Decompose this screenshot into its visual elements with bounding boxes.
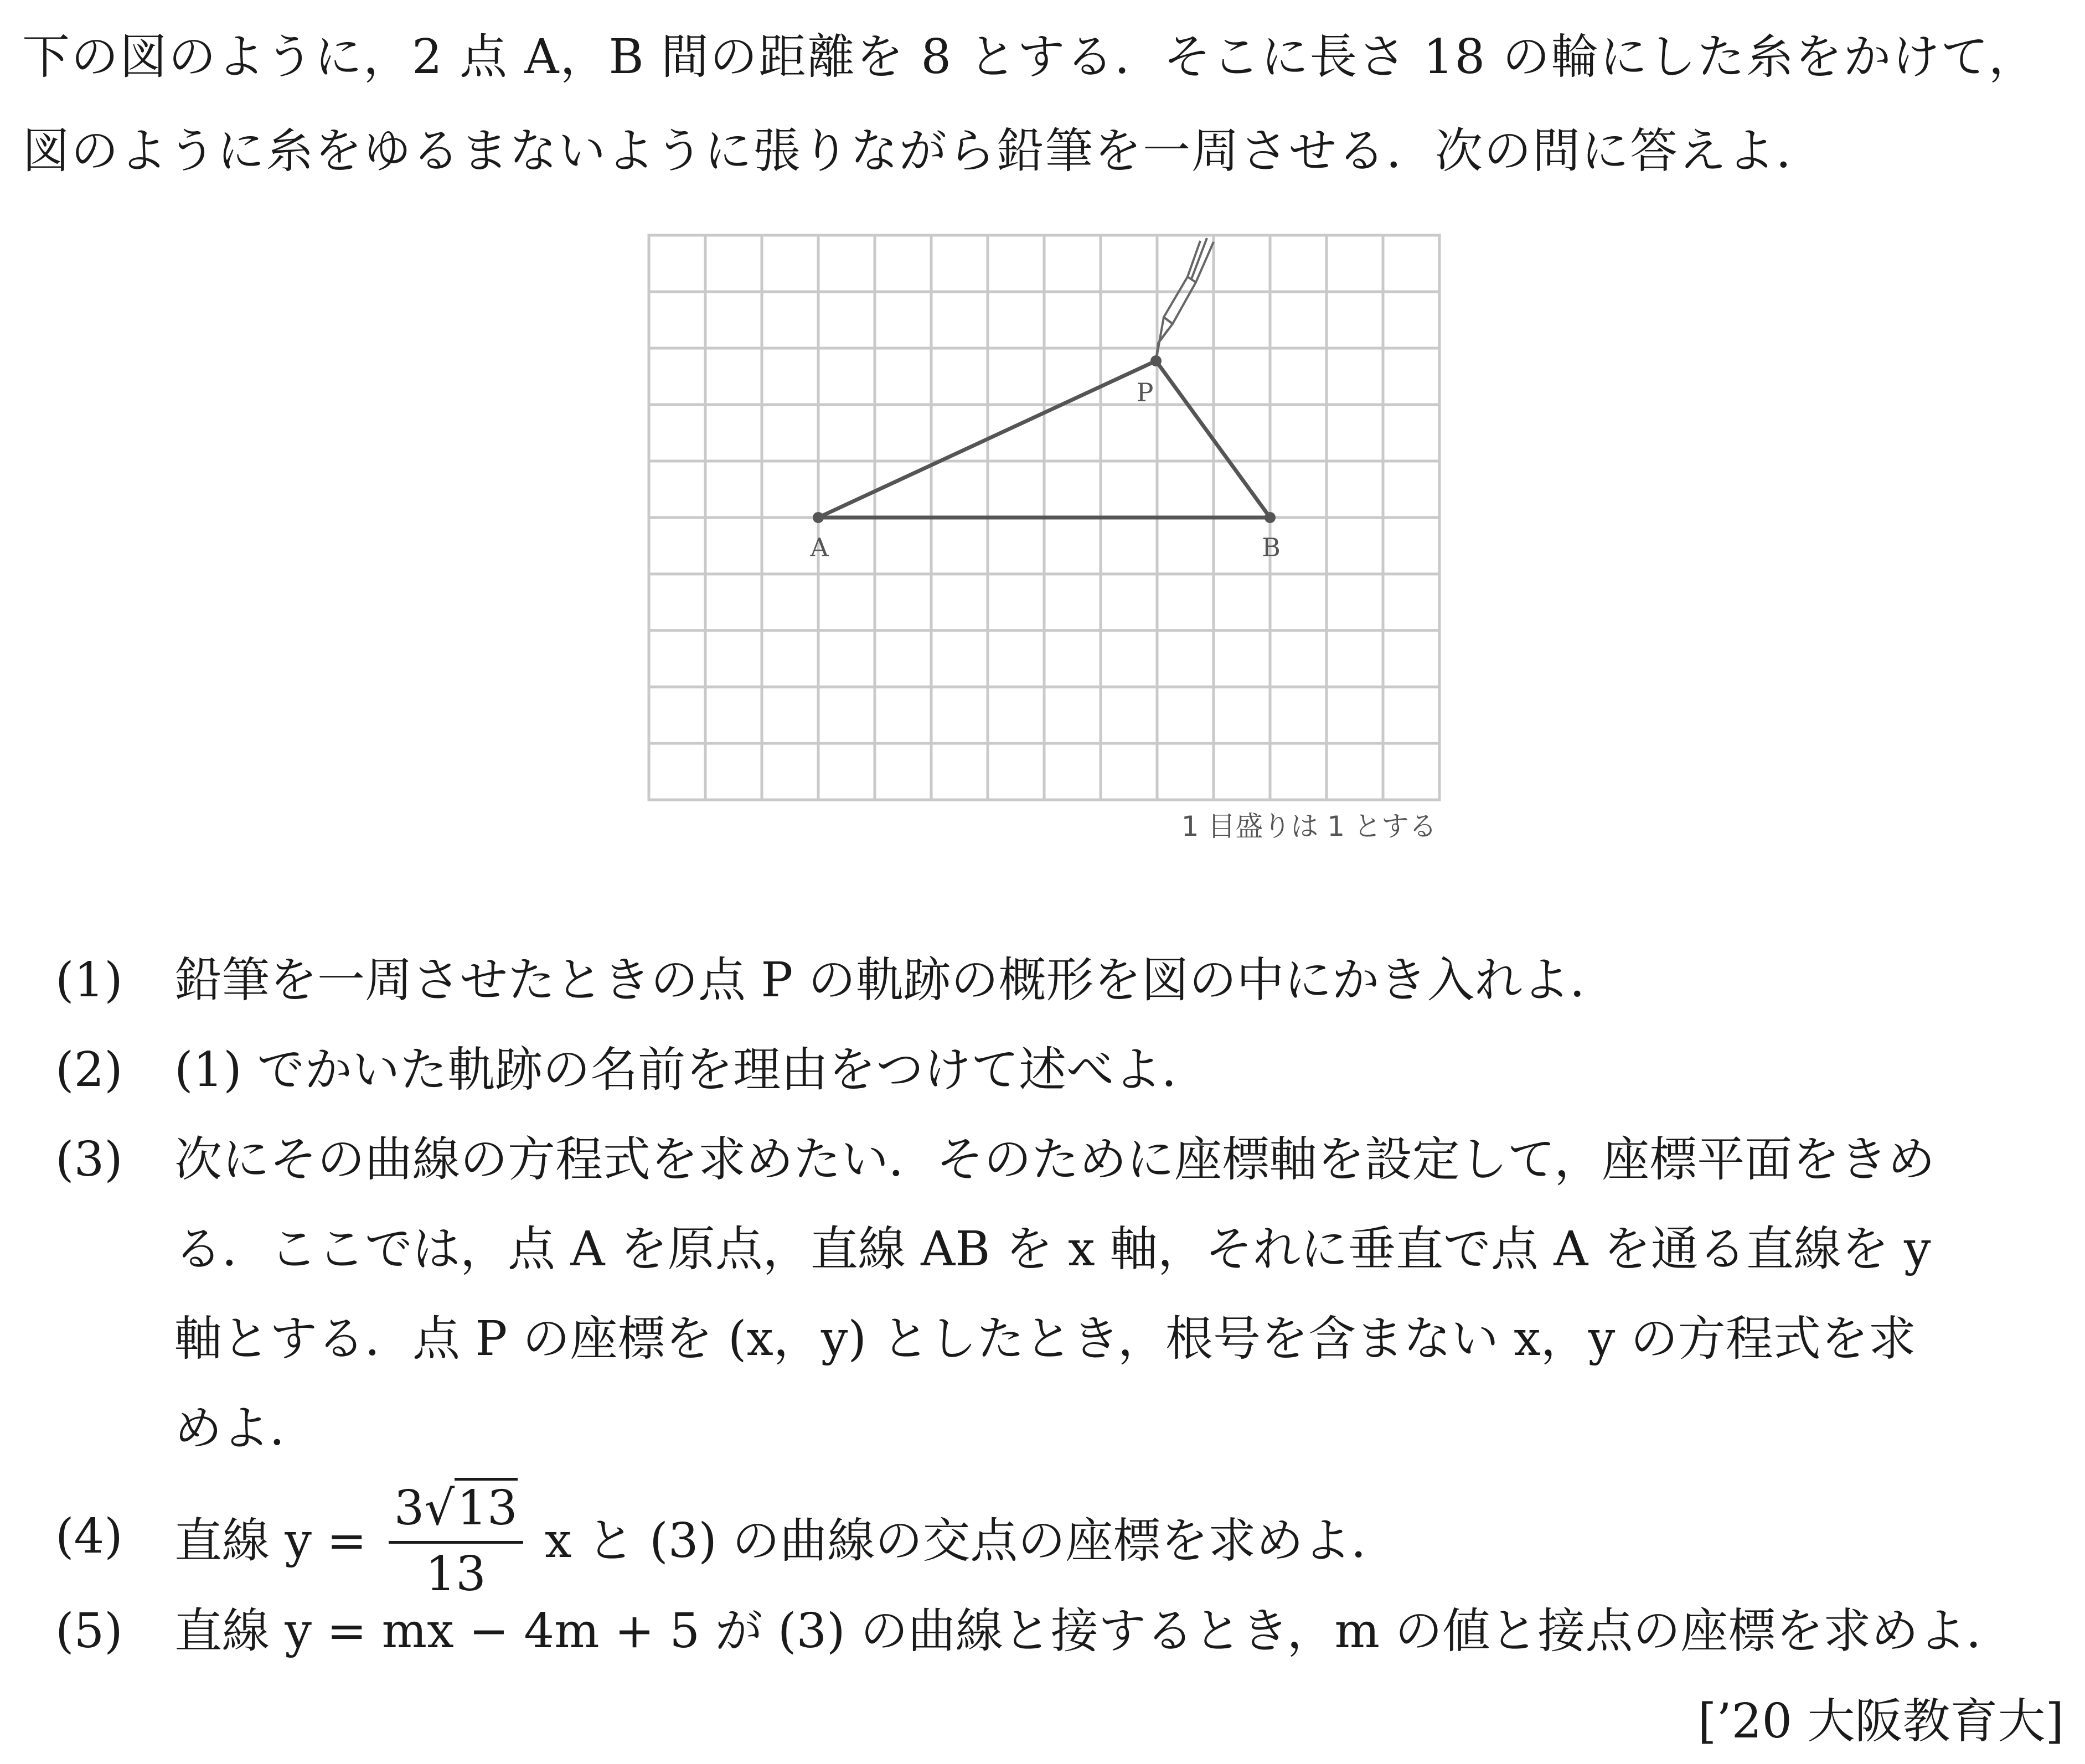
question-text [174, 1025, 2068, 1115]
point-p [1150, 355, 1162, 366]
source-citation: [’20 大阪教育大] [1697, 1694, 2064, 1749]
problem-intro [22, 10, 2065, 198]
intro-line-1: 下の図のように，2 点 A，B 間の距離を 8 とする．そこに長さ 18 の輪にした糸をかけて， [22, 29, 2037, 85]
fraction-numerator: 3√13 [389, 1478, 523, 1544]
question-line: (1) でかいた軌跡の名前を理由をつけて述べよ． [174, 1042, 1210, 1098]
line-equation-prefix: 直線 y = [174, 1513, 367, 1569]
fraction [389, 1478, 523, 1605]
question-line: 直線 y = mx − 4m + 5 が (3) の曲線と接するとき，m の値と接点の座標を求めよ． [174, 1603, 2014, 1659]
numerator-coefficient: 3 [394, 1481, 425, 1536]
point-b [1265, 512, 1276, 523]
label-a: A [810, 532, 829, 562]
fraction-denominator: 13 [425, 1546, 486, 1602]
label-p: P [1136, 377, 1154, 407]
point-a [813, 512, 824, 523]
grid-figure [637, 224, 1467, 850]
question-number: (5) [55, 1603, 123, 1659]
line-equation-suffix: x と (3) の曲線の交点の座標を求めよ． [544, 1513, 1399, 1569]
question-line: 軸とする．点 P の座標を (x，y) としたとき，根号を含まない x，y の方程式を求 [174, 1311, 1916, 1367]
question-number: (3) [55, 1132, 123, 1187]
scale-note: 1 目盛りは 1 とする [1181, 810, 1437, 842]
square-root-radicand: 13 [455, 1478, 517, 1536]
question-line: る．ここでは，点 A を原点，直線 AB を x 軸，それに垂直で点 A を通る直線を y [174, 1222, 1931, 1277]
figure-svg [637, 224, 1467, 850]
label-b: B [1262, 532, 1281, 562]
question-line: めよ． [174, 1401, 317, 1456]
question-number: (1) [55, 953, 123, 1008]
question-line: 次にその曲線の方程式を求めたい．そのために座標軸を設定して，座標平面をきめ [174, 1132, 1936, 1187]
question-text [174, 1115, 2068, 1473]
question-text [174, 1586, 2068, 1676]
intro-line-2: 図のように糸をゆるまないように張りながら鉛筆を一周させる．次の問に答えよ． [22, 123, 1825, 179]
question-text [174, 935, 2068, 1025]
question-number: (2) [55, 1042, 123, 1098]
question-number: (4) [55, 1509, 123, 1564]
question-line: 鉛筆を一周させたときの点 P の軌跡の概形を図の中にかき入れよ． [174, 953, 1618, 1008]
pencil-icon [1156, 238, 1214, 361]
